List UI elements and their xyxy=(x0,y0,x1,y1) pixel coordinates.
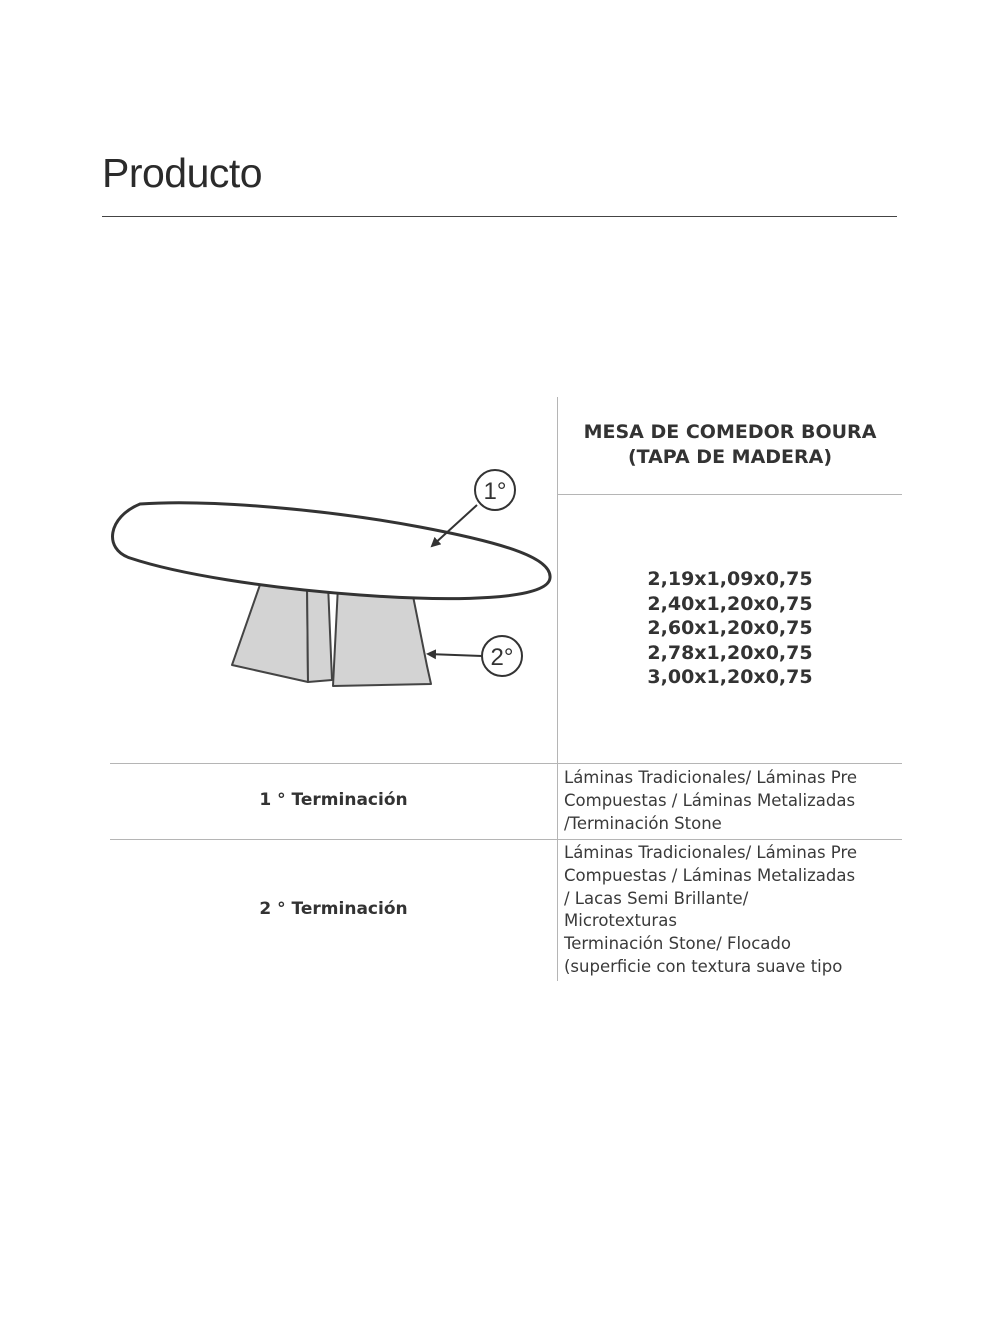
finish-2-label: 2 ° Terminación xyxy=(259,899,408,919)
size-item: 2,19x1,09x0,75 xyxy=(647,568,813,590)
table-top-drawing xyxy=(113,503,551,599)
size-item: 3,00x1,20x0,75 xyxy=(647,666,813,688)
finish-2-line: Microtexturas xyxy=(564,911,677,931)
finish-1-label: 1 ° Terminación xyxy=(259,790,408,810)
finish-2-line: Terminación Stone/ Flocado xyxy=(564,934,791,954)
finish-1-line: /Terminación Stone xyxy=(564,813,722,833)
finish-2-line: / Lacas Semi Brillante/ xyxy=(564,888,749,908)
finish-2-line: Láminas Tradicionales/ Láminas Pre xyxy=(564,843,858,862)
product-name-line: MESA DE COMEDOR BOURA xyxy=(583,421,877,443)
page-title: Producto xyxy=(102,150,263,196)
finish-2-description xyxy=(564,842,904,979)
size-item: 2,40x1,20x0,75 xyxy=(647,592,813,615)
table-drawing xyxy=(100,455,560,700)
finish-1-description xyxy=(564,767,904,835)
callout-2-label: 2° xyxy=(490,644,514,671)
callout-1 xyxy=(432,470,515,546)
callout-2 xyxy=(428,636,522,676)
row-divider-finish-1 xyxy=(110,839,902,840)
row-divider-sizes xyxy=(110,763,902,764)
callout-1-label: 1° xyxy=(483,478,507,505)
size-item: 2,78x1,20x0,75 xyxy=(647,641,813,664)
row-divider-name xyxy=(558,494,902,495)
finish-2-line: Compuestas / Láminas Metalizadas xyxy=(564,865,856,885)
finish-2-line: (superficie con textura suave tipo xyxy=(564,956,843,976)
finish-1-line: Láminas Tradicionales/ Láminas Pre xyxy=(564,768,858,787)
size-item: 2,60x1,20x0,75 xyxy=(647,617,813,639)
product-name-line: (TAPA DE MADERA) xyxy=(627,446,833,468)
finish-1-line: Compuestas / Láminas Metalizadas xyxy=(564,790,856,810)
title-divider xyxy=(102,216,897,217)
product-sizes xyxy=(558,567,902,690)
product-name xyxy=(558,420,902,470)
